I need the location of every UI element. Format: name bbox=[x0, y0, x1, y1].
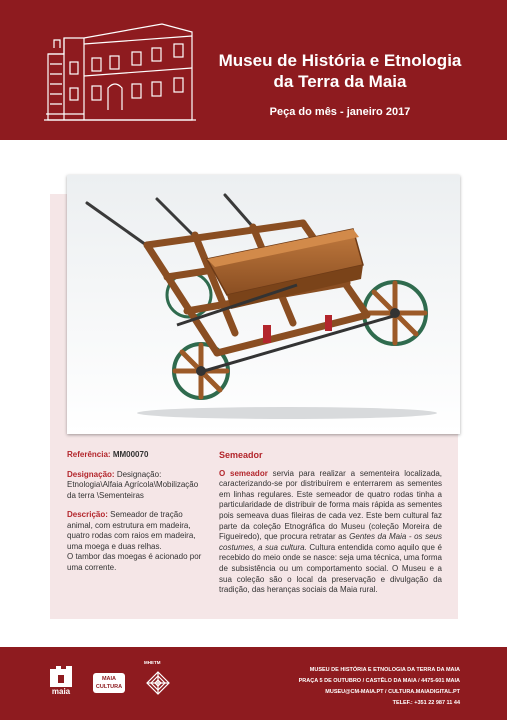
footer-phone: TELEF.: +351 22 987 11 44 bbox=[392, 700, 460, 706]
article-highlight: O semeador bbox=[219, 468, 268, 478]
seed-drill-photo bbox=[67, 175, 460, 434]
mhetm-logo-text: MHETM bbox=[144, 660, 161, 665]
maia-logo-icon bbox=[48, 665, 74, 705]
article-column bbox=[219, 450, 442, 596]
description-value-2: O tambor das moegas é acionado por uma corrente. bbox=[67, 552, 202, 572]
article-title: Semeador bbox=[219, 450, 263, 460]
museum-title: Museu de História e Etnologia da Terra da Maia bbox=[218, 51, 462, 91]
description-block bbox=[67, 510, 207, 552]
reference-block bbox=[67, 450, 207, 461]
article-text-end: Cultura entendida como aquilo que é recebido do meio onde se nasce: seja uma técnica, uma forma de subsistência ou um comportamento social. O Museu e a sua coleção são o local da preservação e divulgação da tradição, das heranças sociais da Maia rural. bbox=[219, 542, 442, 595]
footer-address: PRAÇA 5 DE OUTUBRO / CASTÊLO DA MAIA / 4475-601 MAIA bbox=[298, 678, 460, 684]
header-band bbox=[0, 0, 507, 140]
maia-logo-text: maia bbox=[51, 687, 71, 696]
description-value: Semeador de tração animal, com estrutura em madeira, quatro rodas com raios em madeira, uma moega e duas relhas. bbox=[67, 510, 196, 551]
mhetm-logo-icon bbox=[146, 671, 170, 695]
reference-value: MM00070 bbox=[112, 450, 149, 459]
reference-label: Referência: bbox=[67, 450, 111, 459]
footer-museum-name: MUSEU DE HISTÓRIA E ETNOLOGIA DA TERRA DA MAIA bbox=[309, 667, 460, 673]
description-label: Descrição: bbox=[67, 510, 108, 519]
footer-band bbox=[0, 647, 507, 720]
designation-block bbox=[67, 470, 207, 502]
article-text: servia para realizar a sementeira localizada, caracterizando-se por distribuírem e enterrarem as sementes em linhas regulares. Este semeador de quatro rodas tinha a particularidade de distribuir de forma mais rápida as sementes pois semeava duas fileiras de cada vez. Este bem cultural faz parte da coleção Etnográfica do Museu (coleção Moreira de Figueiredo), que procura retratar as bbox=[219, 468, 442, 542]
designation-label: Designação: bbox=[67, 469, 115, 479]
metadata-column bbox=[67, 450, 207, 582]
article-italic: Gentes da Maia - os seus costumes, a sua cultura. bbox=[219, 532, 442, 552]
piece-of-month-subtitle: Peça do mês - janeiro 2017 bbox=[269, 106, 411, 118]
contact-block bbox=[299, 665, 460, 709]
footer-email-link[interactable]: MUSEU@CM-MAIA.PT / CULTURA.MAIADIGITAL.PT bbox=[325, 689, 460, 695]
seed-drill-icon bbox=[67, 175, 460, 434]
designation-value: Designação: Etnologia\Alfaia Agrícola\Mobilização da terra \Sementeiras bbox=[67, 469, 199, 500]
museum-building-icon bbox=[44, 14, 196, 126]
article-paragraph bbox=[219, 469, 442, 596]
maia-cultura-logo: MAIA CULTURA bbox=[93, 673, 125, 693]
